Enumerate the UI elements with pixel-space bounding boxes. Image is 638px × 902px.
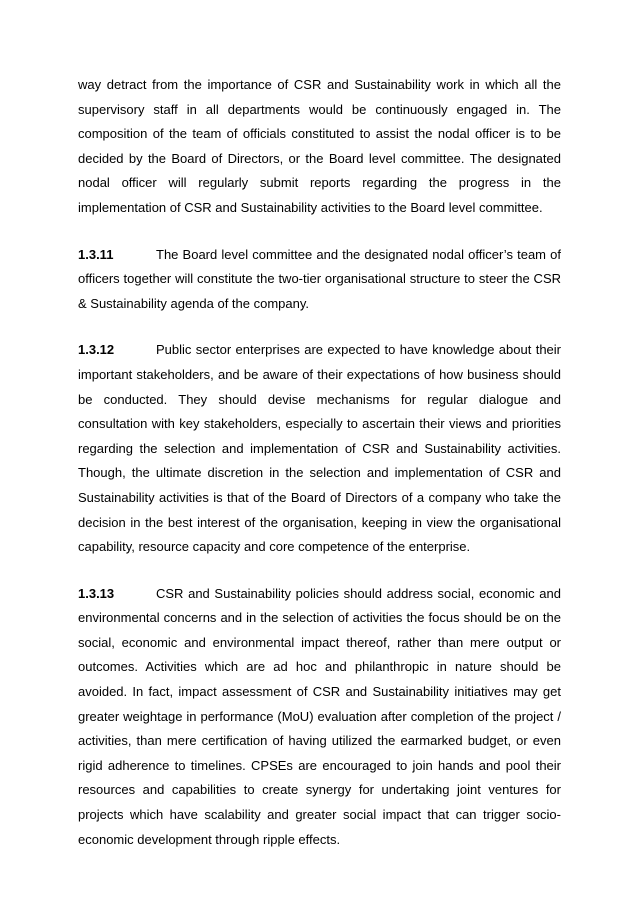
section-number: 1.3.11	[78, 246, 114, 262]
paragraph-text: Public sector enterprises are expected to have knowledge about their important stakeholders, and be aware of their expectations of how business should be conducted. They should devise mechanisms for regular dialogue and consultation with key stakeholders, especially to ascertain their views and priorities regarding the selection and implementation of CSR and Sustainability activities. Though, the ultimate discretion in the selection and implementation of CSR and Sustainability activities is that of the Board of Directors of a company who take the decision in the best interest of the organisation, keeping in view the organisational capability, resource capacity and core competence of the enterprise.	[78, 342, 561, 555]
paragraph-text: way detract from the importance of CSR and Sustainability work in which all the supervisory staff in all departments would be continuously engaged in. The composition of the team of officials constituted to assist the nodal officer is to be decided by the Board of Directors, or the Board level committee. The designated nodal officer will regularly submit reports regarding the progress in the implementation of CSR and Sustainability activities to the Board level committee.	[78, 77, 561, 215]
paragraph-1-3-13	[78, 582, 561, 853]
section-number: 1.3.12	[78, 342, 115, 358]
paragraph-continuation	[78, 73, 561, 221]
paragraph-1-3-11	[78, 243, 561, 317]
paragraph-1-3-12	[78, 338, 561, 559]
section-number: 1.3.13	[78, 585, 115, 601]
paragraph-text: The Board level committee and the designated nodal officer’s team of officers together will constitute the two-tier organisational structure to steer the CSR & Sustainability agenda of the company.	[78, 246, 561, 311]
document-page	[78, 73, 561, 852]
paragraph-text: CSR and Sustainability policies should address social, economic and environmental concerns and in the selection of activities the focus should be on the social, economic and environmental impact thereof, rather than mere output or outcomes. Activities which are ad hoc and philanthropic in nature should be avoided. In fact, impact assessment of CSR and Sustainability initiatives may get greater weightage in performance (MoU) evaluation after completion of the project / activities, than mere certification of having utilized the earmarked budget, or even rigid adherence to timelines. CPSEs are encouraged to join hands and pool their resources and capabilities to create synergy for undertaking joint ventures for projects which have scalability and greater social impact that can trigger socio-economic development through ripple effects.	[78, 585, 561, 847]
